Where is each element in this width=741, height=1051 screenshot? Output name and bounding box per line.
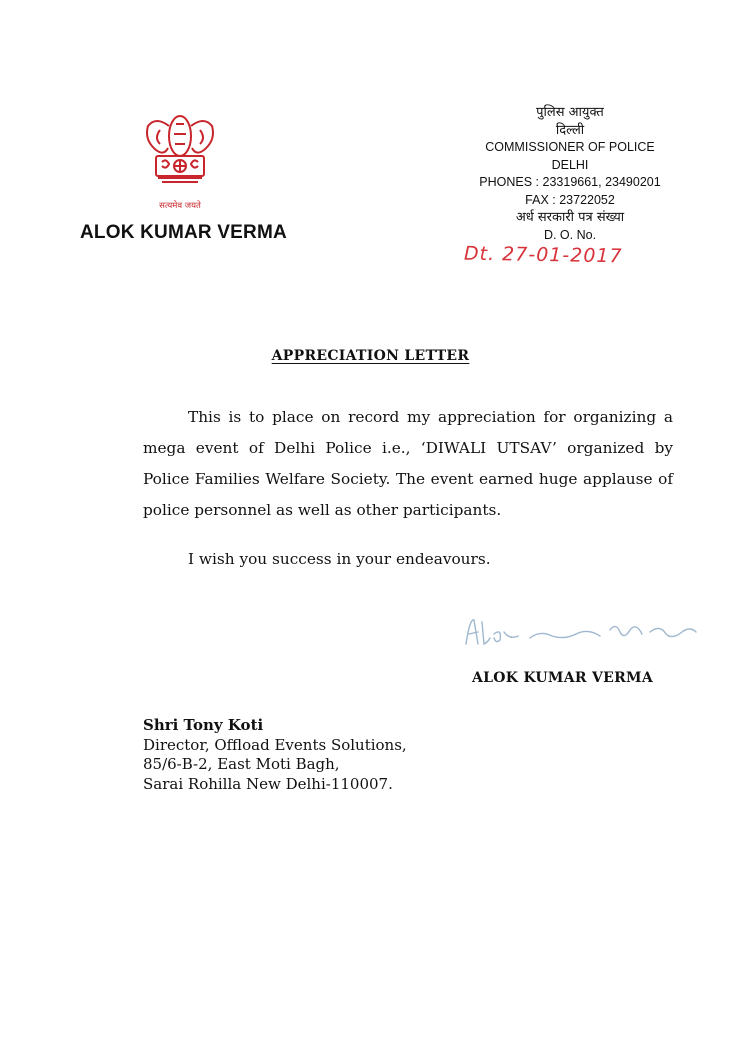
signatory-name: ALOK KUMAR VERMA <box>472 670 654 686</box>
recipient-line-3: Sarai Rohilla New Delhi-110007. <box>143 774 393 793</box>
office-title-hindi: पुलिस आयुक्त <box>536 105 604 120</box>
office-city: DELHI <box>551 157 589 172</box>
office-fax: FAX : 23722052 <box>525 192 615 207</box>
recipient-name: Shri Tony Koti <box>143 716 264 734</box>
emblem-motto: सत्यमेव जयते <box>159 201 201 211</box>
office-title: COMMISSIONER OF POLICE <box>485 140 655 154</box>
office-phones: PHONES : 23319661, 23490201 <box>479 175 661 189</box>
handwritten-date: Dt. 27-01-2017 <box>463 242 623 268</box>
do-label-hindi: अर्ध सरकारी पत्र संख्या <box>515 210 625 225</box>
letter-title: APPRECIATION LETTER <box>271 348 470 364</box>
recipient-address <box>143 716 407 794</box>
state-emblem <box>138 104 222 222</box>
do-label: D. O. No. <box>543 227 597 242</box>
closing-line: I wish you success in your endeavours. <box>188 550 491 568</box>
office-city-hindi: दिल्ली <box>555 122 585 138</box>
office-details <box>460 104 680 244</box>
signature <box>460 608 700 658</box>
signature-icon <box>460 608 700 658</box>
letter-body: This is to place on record my appreciation for organizing a mega event of Delhi Police i.e., ‘DIWALI UTSAV’ organized by Police Families Welfare Society. The event earned huge applause of police personnel as well as other participants. <box>143 408 673 519</box>
officer-name: ALOK KUMAR VERMA <box>80 222 287 243</box>
recipient-line-2: 85/6-B-2, East Moti Bagh, <box>143 755 340 773</box>
recipient-line-1: Director, Offload Events Solutions, <box>143 735 407 754</box>
